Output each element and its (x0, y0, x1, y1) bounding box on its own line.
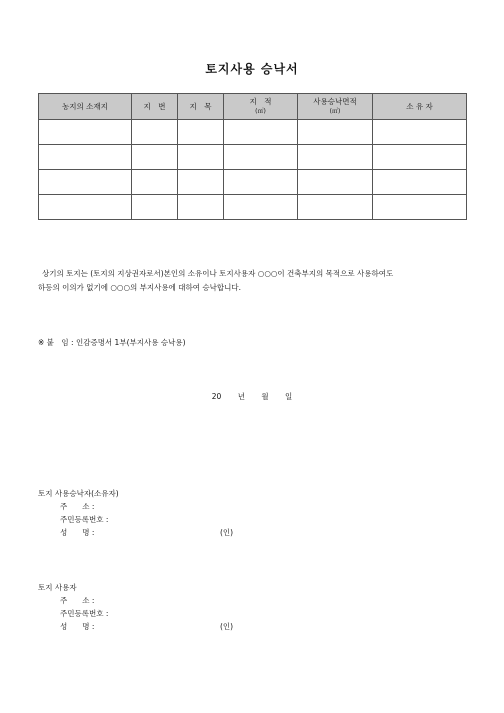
user-id-row (38, 607, 233, 620)
table-cell (178, 195, 224, 220)
table-cell (298, 195, 373, 220)
header-location: 농지의 소재지 (39, 94, 132, 120)
table-cell (373, 170, 467, 195)
user-name-label: 성 명 : (60, 622, 95, 631)
grantor-id-label: 주민등록번호 : (60, 515, 109, 524)
user-address-label: 주 소 : (60, 596, 95, 605)
table-cell (373, 195, 467, 220)
grantor-name-label: 성 명 : (60, 528, 95, 537)
grantor-name-row (38, 526, 233, 539)
grantor-id-row (38, 513, 233, 526)
attachment-note: ※ 붙 임 : 인감증명서 1부(부지사용 승낙용) (38, 338, 186, 347)
user-name-row (38, 620, 233, 633)
table-cell (39, 120, 132, 145)
document-title: 토지사용 승낙서 (205, 62, 299, 76)
table-cell (298, 145, 373, 170)
header-area: 지 적 (㎡) (224, 94, 298, 120)
table-row (39, 170, 467, 195)
table-cell (224, 170, 298, 195)
table-cell (132, 120, 178, 145)
table-row (39, 145, 467, 170)
statement-line-2: 하등의 이의가 없기에 ○○○의 부지사용에 대하여 승낙합니다. (38, 283, 241, 292)
table-cell (298, 120, 373, 145)
table-row (39, 120, 467, 145)
user-address-row (38, 594, 233, 607)
table-cell (224, 195, 298, 220)
table-cell (39, 170, 132, 195)
header-owner: 소 유 자 (373, 94, 467, 120)
table-cell (178, 120, 224, 145)
table-cell (132, 170, 178, 195)
grantor-block (38, 487, 233, 539)
grantor-seal: (인) (220, 528, 234, 537)
table-cell (373, 120, 467, 145)
table-cell (132, 145, 178, 170)
table-row (39, 195, 467, 220)
table-cell (39, 145, 132, 170)
grantor-heading: 토지 사용승낙자(소유자) (38, 489, 119, 498)
table-cell (132, 195, 178, 220)
grantor-address-row (38, 500, 233, 513)
grantor-address-label: 주 소 : (60, 502, 95, 511)
header-land-category: 지 목 (178, 94, 224, 120)
table-cell (298, 170, 373, 195)
table-cell (178, 145, 224, 170)
land-table (38, 93, 467, 220)
user-block (38, 581, 233, 633)
table-cell (224, 120, 298, 145)
user-seal: (인) (220, 622, 234, 631)
table-header-row (39, 94, 467, 120)
user-id-label: 주민등록번호 : (60, 609, 109, 618)
header-lot-number: 지 번 (132, 94, 178, 120)
statement-line-1: 상기의 토지는 (토지의 지상권자로서)본인의 소유이나 토지사용자 ○○○이 건축부지의 목적으로 사용하여도 (42, 269, 394, 278)
table-cell (178, 170, 224, 195)
consent-statement (38, 267, 468, 295)
table-cell (373, 145, 467, 170)
header-approved-area: 사용승낙면적 (㎡) (298, 94, 373, 120)
table-cell (39, 195, 132, 220)
table-cell (224, 145, 298, 170)
user-heading: 토지 사용자 (38, 583, 77, 592)
date-line: 20 년 월 일 (211, 392, 293, 401)
